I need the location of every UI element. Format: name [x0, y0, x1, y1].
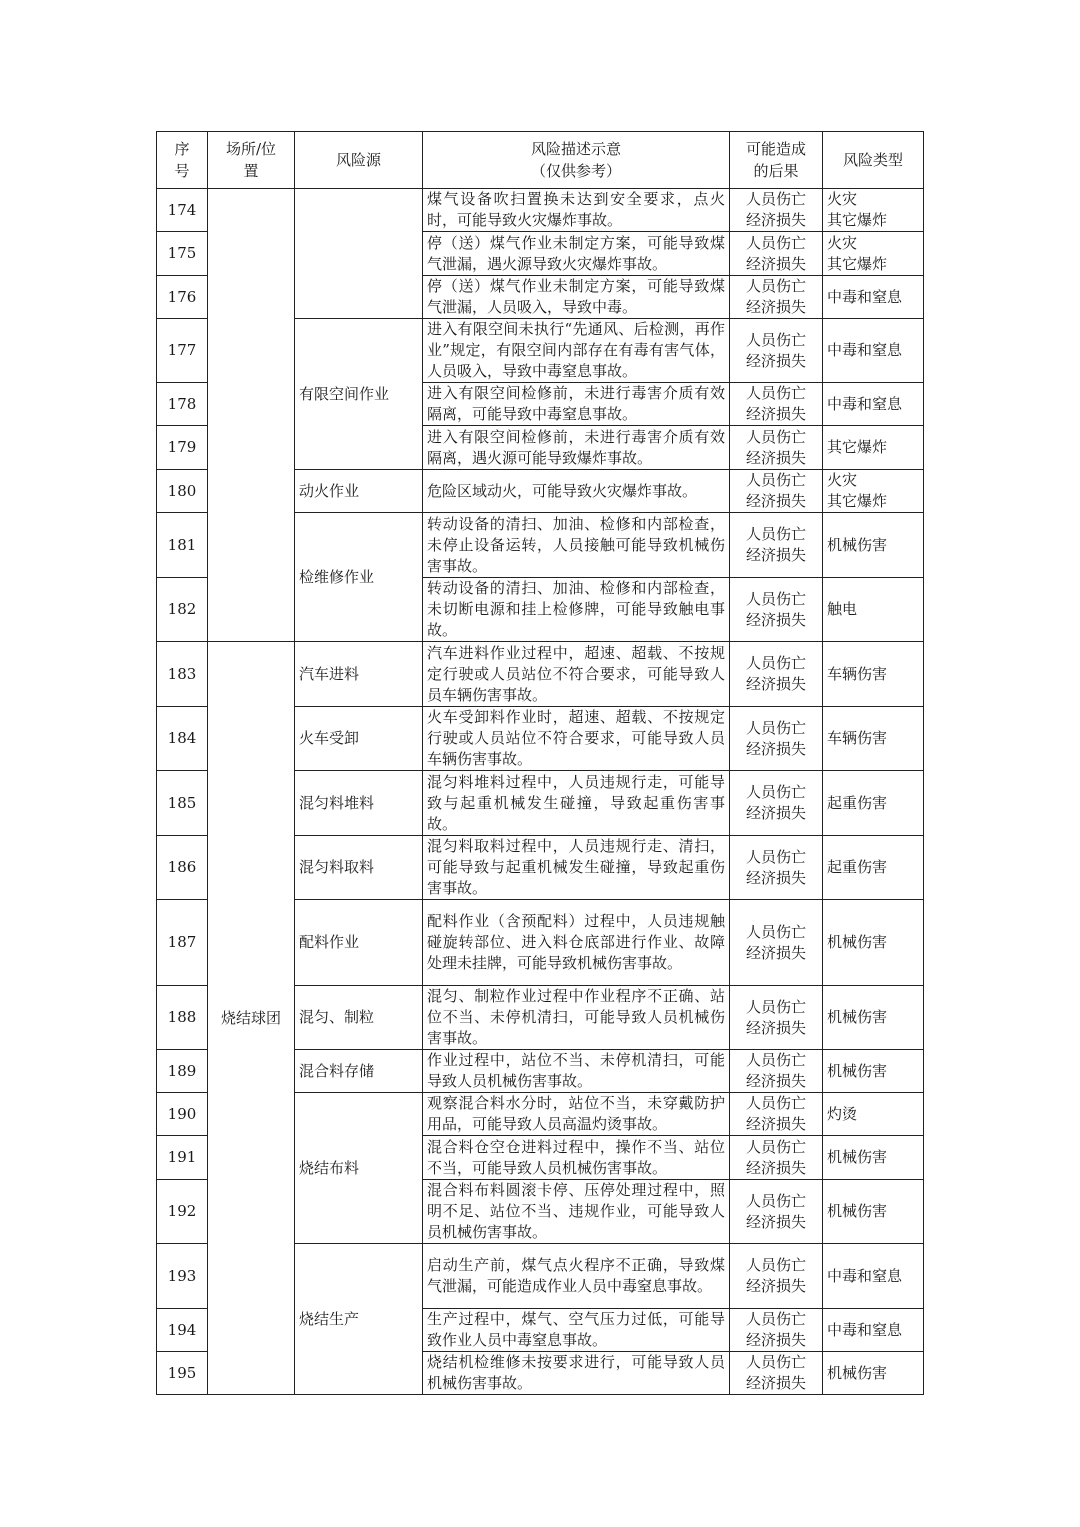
description-cell: 汽车进料作业过程中，超速、超载、不按规定行驶或人员站位不符合要求，可能导致人员车辆伤害事故。: [423, 642, 730, 707]
risk-type-cell: 火灾 其它爆炸: [823, 470, 924, 513]
description-cell: 混匀、制粒作业过程中作业程序不正确、站位不当、未停机清扫，可能导致人员机械伤害事故。: [423, 986, 730, 1050]
result-cell: 人员伤亡 经济损失: [730, 578, 823, 642]
description-cell: 观察混合料水分时，站位不当，未穿戴防护用品，可能导致人员高温灼烫事故。: [423, 1093, 730, 1136]
row-number: 184: [157, 707, 208, 771]
source-cell: 混匀料堆料: [295, 771, 423, 836]
source-cell: 烧结生产: [295, 1244, 423, 1395]
description-cell: 进入有限空间检修前，未进行毒害介质有效隔离，遇火源可能导致爆炸事故。: [423, 426, 730, 470]
result-cell: 人员伤亡 经济损失: [730, 383, 823, 426]
result-cell: 人员伤亡 经济损失: [730, 707, 823, 771]
row-number: 186: [157, 836, 208, 900]
row-number: 180: [157, 470, 208, 513]
source-cell: 汽车进料: [295, 642, 423, 707]
risk-type-cell: 机械伤害: [823, 1180, 924, 1244]
header-location: 场所/位 置: [208, 132, 295, 189]
row-number: 177: [157, 319, 208, 383]
risk-type-cell: 起重伤害: [823, 836, 924, 900]
row-number: 188: [157, 986, 208, 1050]
table-row: [157, 642, 924, 707]
header-source: 风险源: [295, 132, 423, 189]
location-cell: [208, 189, 295, 642]
description-cell: 混合料仓空仓进料过程中，操作不当、站位不当，可能导致人员机械伤害事故。: [423, 1136, 730, 1180]
risk-type-cell: 中毒和窒息: [823, 319, 924, 383]
result-cell: 人员伤亡 经济损失: [730, 1136, 823, 1180]
source-cell: 混匀、制粒: [295, 986, 423, 1050]
risk-type-cell: 车辆伤害: [823, 707, 924, 771]
result-cell: 人员伤亡 经济损失: [730, 836, 823, 900]
risk-type-cell: 机械伤害: [823, 1352, 924, 1395]
risk-type-cell: 机械伤害: [823, 900, 924, 986]
result-cell: 人员伤亡 经济损失: [730, 986, 823, 1050]
description-cell: 进入有限空间检修前，未进行毒害介质有效隔离，可能导致中毒窒息事故。: [423, 383, 730, 426]
description-cell: 烧结机检维修未按要求进行，可能导致人员机械伤害事故。: [423, 1352, 730, 1395]
result-cell: 人员伤亡 经济损失: [730, 771, 823, 836]
result-cell: 人员伤亡 经济损失: [730, 900, 823, 986]
result-cell: 人员伤亡 经济损失: [730, 470, 823, 513]
result-cell: 人员伤亡 经济损失: [730, 1309, 823, 1352]
risk-type-cell: 其它爆炸: [823, 426, 924, 470]
row-number: 187: [157, 900, 208, 986]
result-cell: 人员伤亡 经济损失: [730, 1093, 823, 1136]
row-number: 175: [157, 232, 208, 276]
source-cell: 有限空间作业: [295, 319, 423, 470]
result-cell: 人员伤亡 经济损失: [730, 319, 823, 383]
row-number: 181: [157, 513, 208, 578]
source-cell: 动火作业: [295, 470, 423, 513]
row-number: 183: [157, 642, 208, 707]
risk-type-cell: 火灾 其它爆炸: [823, 189, 924, 232]
risk-type-cell: 火灾 其它爆炸: [823, 232, 924, 276]
source-cell: 混匀料取料: [295, 836, 423, 900]
header-type: 风险类型: [823, 132, 924, 189]
description-cell: 停（送）煤气作业未制定方案，可能导致煤气泄漏，遇火源导致火灾爆炸事故。: [423, 232, 730, 276]
description-cell: 混合料布料圆滚卡停、压停处理过程中，照明不足、站位不当、违规作业，可能导致人员机械伤害事故。: [423, 1180, 730, 1244]
description-cell: 停（送）煤气作业未制定方案，可能导致煤气泄漏，人员吸入，导致中毒。: [423, 276, 730, 319]
description-cell: 启动生产前，煤气点火程序不正确，导致煤气泄漏，可能造成作业人员中毒窒息事故。: [423, 1244, 730, 1309]
risk-type-cell: 触电: [823, 578, 924, 642]
description-cell: 进入有限空间未执行“先通风、后检测，再作业”规定，有限空间内部存在有毒有害气体，人员吸入，导致中毒窒息事故。: [423, 319, 730, 383]
description-cell: 混匀料堆料过程中，人员违规行走，可能导致与起重机械发生碰撞，导致起重伤害事故。: [423, 771, 730, 836]
row-number: 182: [157, 578, 208, 642]
risk-table: [156, 131, 924, 1395]
risk-type-cell: 车辆伤害: [823, 642, 924, 707]
source-cell: [295, 189, 423, 319]
result-cell: 人员伤亡 经济损失: [730, 189, 823, 232]
risk-type-cell: 机械伤害: [823, 513, 924, 578]
risk-type-cell: 中毒和窒息: [823, 1309, 924, 1352]
source-cell: 配料作业: [295, 900, 423, 986]
result-cell: 人员伤亡 经济损失: [730, 232, 823, 276]
description-cell: 配料作业（含预配料）过程中，人员违规触碰旋转部位、进入料仓底部进行作业、故障处理未挂牌，可能导致机械伤害事故。: [423, 900, 730, 986]
header-num: 序 号: [157, 132, 208, 189]
row-number: 189: [157, 1050, 208, 1093]
result-cell: 人员伤亡 经济损失: [730, 276, 823, 319]
header-result: 可能造成 的后果: [730, 132, 823, 189]
description-cell: 混匀料取料过程中，人员违规行走、清扫，可能导致与起重机械发生碰撞，导致起重伤害事故。: [423, 836, 730, 900]
result-cell: 人员伤亡 经济损失: [730, 1180, 823, 1244]
source-cell: 检维修作业: [295, 513, 423, 642]
source-cell: 混合料存储: [295, 1050, 423, 1093]
row-number: 174: [157, 189, 208, 232]
location-cell: 烧结球团: [208, 642, 295, 1395]
risk-type-cell: 起重伤害: [823, 771, 924, 836]
row-number: 192: [157, 1180, 208, 1244]
risk-type-cell: 中毒和窒息: [823, 276, 924, 319]
result-cell: 人员伤亡 经济损失: [730, 1244, 823, 1309]
risk-type-cell: 机械伤害: [823, 1050, 924, 1093]
row-number: 190: [157, 1093, 208, 1136]
row-number: 176: [157, 276, 208, 319]
risk-type-cell: 机械伤害: [823, 1136, 924, 1180]
description-cell: 危险区域动火，可能导致火灾爆炸事故。: [423, 470, 730, 513]
header-description: 风险描述示意 （仅供参考）: [423, 132, 730, 189]
description-cell: 转动设备的清扫、加油、检修和内部检查，未停止设备运转，人员接触可能导致机械伤害事故。: [423, 513, 730, 578]
source-cell: 火车受卸: [295, 707, 423, 771]
description-cell: 转动设备的清扫、加油、检修和内部检查，未切断电源和挂上检修牌，可能导致触电事故。: [423, 578, 730, 642]
result-cell: 人员伤亡 经济损失: [730, 642, 823, 707]
row-number: 193: [157, 1244, 208, 1309]
source-cell: 烧结布料: [295, 1093, 423, 1244]
description-cell: 作业过程中，站位不当、未停机清扫，可能导致人员机械伤害事故。: [423, 1050, 730, 1093]
table-header-row: [157, 132, 924, 189]
row-number: 178: [157, 383, 208, 426]
risk-type-cell: 中毒和窒息: [823, 383, 924, 426]
risk-type-cell: 灼烫: [823, 1093, 924, 1136]
result-cell: 人员伤亡 经济损失: [730, 1050, 823, 1093]
row-number: 185: [157, 771, 208, 836]
risk-type-cell: 机械伤害: [823, 986, 924, 1050]
risk-type-cell: 中毒和窒息: [823, 1244, 924, 1309]
row-number: 195: [157, 1352, 208, 1395]
row-number: 179: [157, 426, 208, 470]
result-cell: 人员伤亡 经济损失: [730, 513, 823, 578]
description-cell: 生产过程中，煤气、空气压力过低，可能导致作业人员中毒窒息事故。: [423, 1309, 730, 1352]
result-cell: 人员伤亡 经济损失: [730, 1352, 823, 1395]
table-row: [157, 189, 924, 232]
description-cell: 煤气设备吹扫置换未达到安全要求，点火时，可能导致火灾爆炸事故。: [423, 189, 730, 232]
result-cell: 人员伤亡 经济损失: [730, 426, 823, 470]
row-number: 194: [157, 1309, 208, 1352]
row-number: 191: [157, 1136, 208, 1180]
description-cell: 火车受卸料作业时，超速、超载、不按规定行驶或人员站位不符合要求，可能导致人员车辆伤害事故。: [423, 707, 730, 771]
